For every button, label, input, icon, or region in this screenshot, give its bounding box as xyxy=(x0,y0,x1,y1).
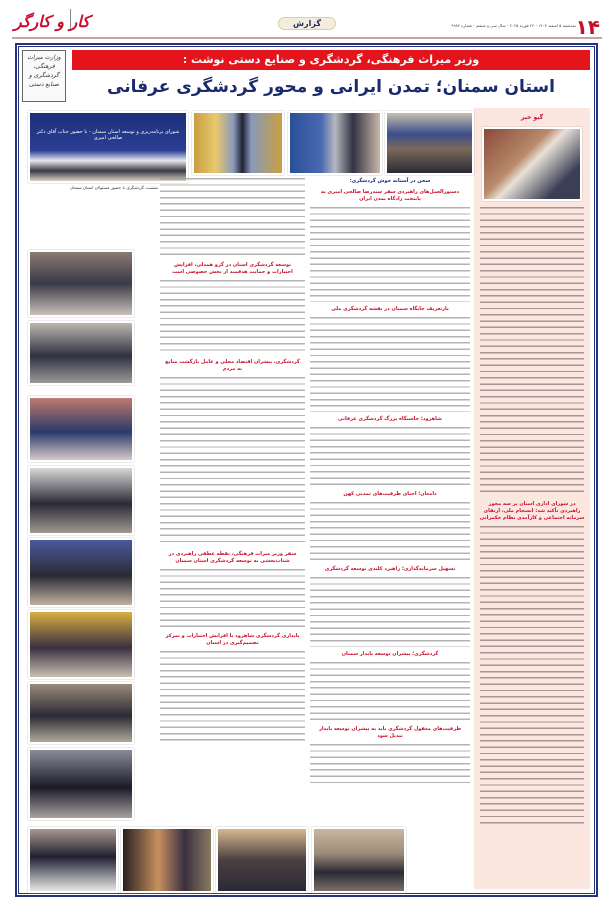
dateline: سه‌شنبه ۵ اسفند ۱۴۰۳ - ۲۴ فوریه ۲۰۲۵ - سال سی و ششم - شماره ۹۹۸۴ xyxy=(451,23,576,28)
subheading: گردشگری؛ پیشران توسعه پایدار سمنان xyxy=(341,651,439,657)
sidebar-body-2 xyxy=(480,526,584,826)
intro-heading: سخن در آستانه جوش گردشگری: xyxy=(349,178,431,184)
ministry-logo: وزارت میراث فرهنگی، گردشگری و صنایع دستی xyxy=(22,50,66,102)
caption xyxy=(28,185,158,191)
kicker: وزیر میراث فرهنگی، گردشگری و صنایع دستی نوشت : xyxy=(72,50,590,70)
headline: استان سمنان؛ تمدن ایرانی و محور گردشگری عرفانی xyxy=(107,77,555,97)
page-number: ۱۴ xyxy=(575,15,600,39)
caption-text: نشست گردشگری با حضور مسئولان استان سمنان xyxy=(70,185,158,190)
subheading: توسعه گردشگری استان در گرو همدلی، افزایش اختیارات و حمایت هدفمند از بخش خصوصی است xyxy=(172,262,293,275)
photo-group-2 xyxy=(28,321,134,385)
section-label: گزارش xyxy=(278,17,336,30)
banner-text: شورای برنامه‌ریزی و توسعه استان سمنان - با حضور جناب آقای دکتر صالحی امیری xyxy=(36,129,180,141)
photo-group-3 xyxy=(28,396,134,462)
subheading: دامغان؛ احیای ظرفیت‌های تمدنی کهن xyxy=(343,491,437,497)
masthead xyxy=(12,12,602,39)
sidebar-title: گیو خبر xyxy=(520,114,544,121)
photo-group-8 xyxy=(28,748,134,820)
sidebar-column xyxy=(474,108,590,889)
intro-subheading: دستورالعمل‌های راهبردی سفر سیدرضا صالحی امیری به پایتخت زادگاه تمدن ایران xyxy=(320,189,460,202)
article-column-2 xyxy=(310,178,470,868)
subheading: پایداری گردشگری شاهرود با افزایش اختیارات و تمرکز تصمیم‌گیری در استان xyxy=(165,633,300,646)
photo-bottom-3 xyxy=(216,827,308,893)
photo-group-7 xyxy=(28,682,134,744)
photo-group-4 xyxy=(28,466,134,535)
subheading: بازتعریف جایگاه سمنان در نقشه گردشگری ملی xyxy=(331,306,449,312)
subheading: شاهرود؛ خاستگاه بزرگ گردشگری عرفانی xyxy=(338,416,442,422)
newspaper-logo: کار و کارگر xyxy=(14,12,90,31)
subheading: گردشگری، پیشران اقتصاد محلی و عامل بازگشت منابع به مردم xyxy=(165,359,300,372)
minister-photo xyxy=(482,127,582,201)
subheading: تسهیل سرمایه‌گذاری؛ راهبرد کلیدی توسعه گردشگری xyxy=(324,566,456,572)
photo-bottom-2 xyxy=(121,827,213,893)
photo-group-6 xyxy=(28,610,134,679)
photo-speaker xyxy=(192,111,284,175)
sidebar-body xyxy=(480,207,584,497)
photo-group-5 xyxy=(28,538,134,607)
photo-bottom-4 xyxy=(312,827,406,893)
photo-minister-podium xyxy=(288,111,382,175)
subheading: ظرفیت‌های مغفول گردشگری باید به پیشران توسعه پایدار تبدیل شود xyxy=(318,726,462,739)
photo-meeting-hall xyxy=(385,111,474,175)
subheading: سفر وزیر میراث فرهنگی، نقطه عطفی راهبردی در شتاب‌بخشی به توسعه گردشگری استان سمنان xyxy=(168,551,297,564)
photo-bottom-1 xyxy=(28,827,118,893)
sidebar-subheading: در شورای اداری استان بر سه محور راهبردی تأکید شد: انسجام ملی، ارتقای سرمایه اجتماعی و کارآمدی نظام حکمرانی xyxy=(479,501,585,521)
photo-council-banner xyxy=(28,111,188,183)
photo-group-1 xyxy=(28,250,134,317)
article-column-3 xyxy=(160,178,305,868)
